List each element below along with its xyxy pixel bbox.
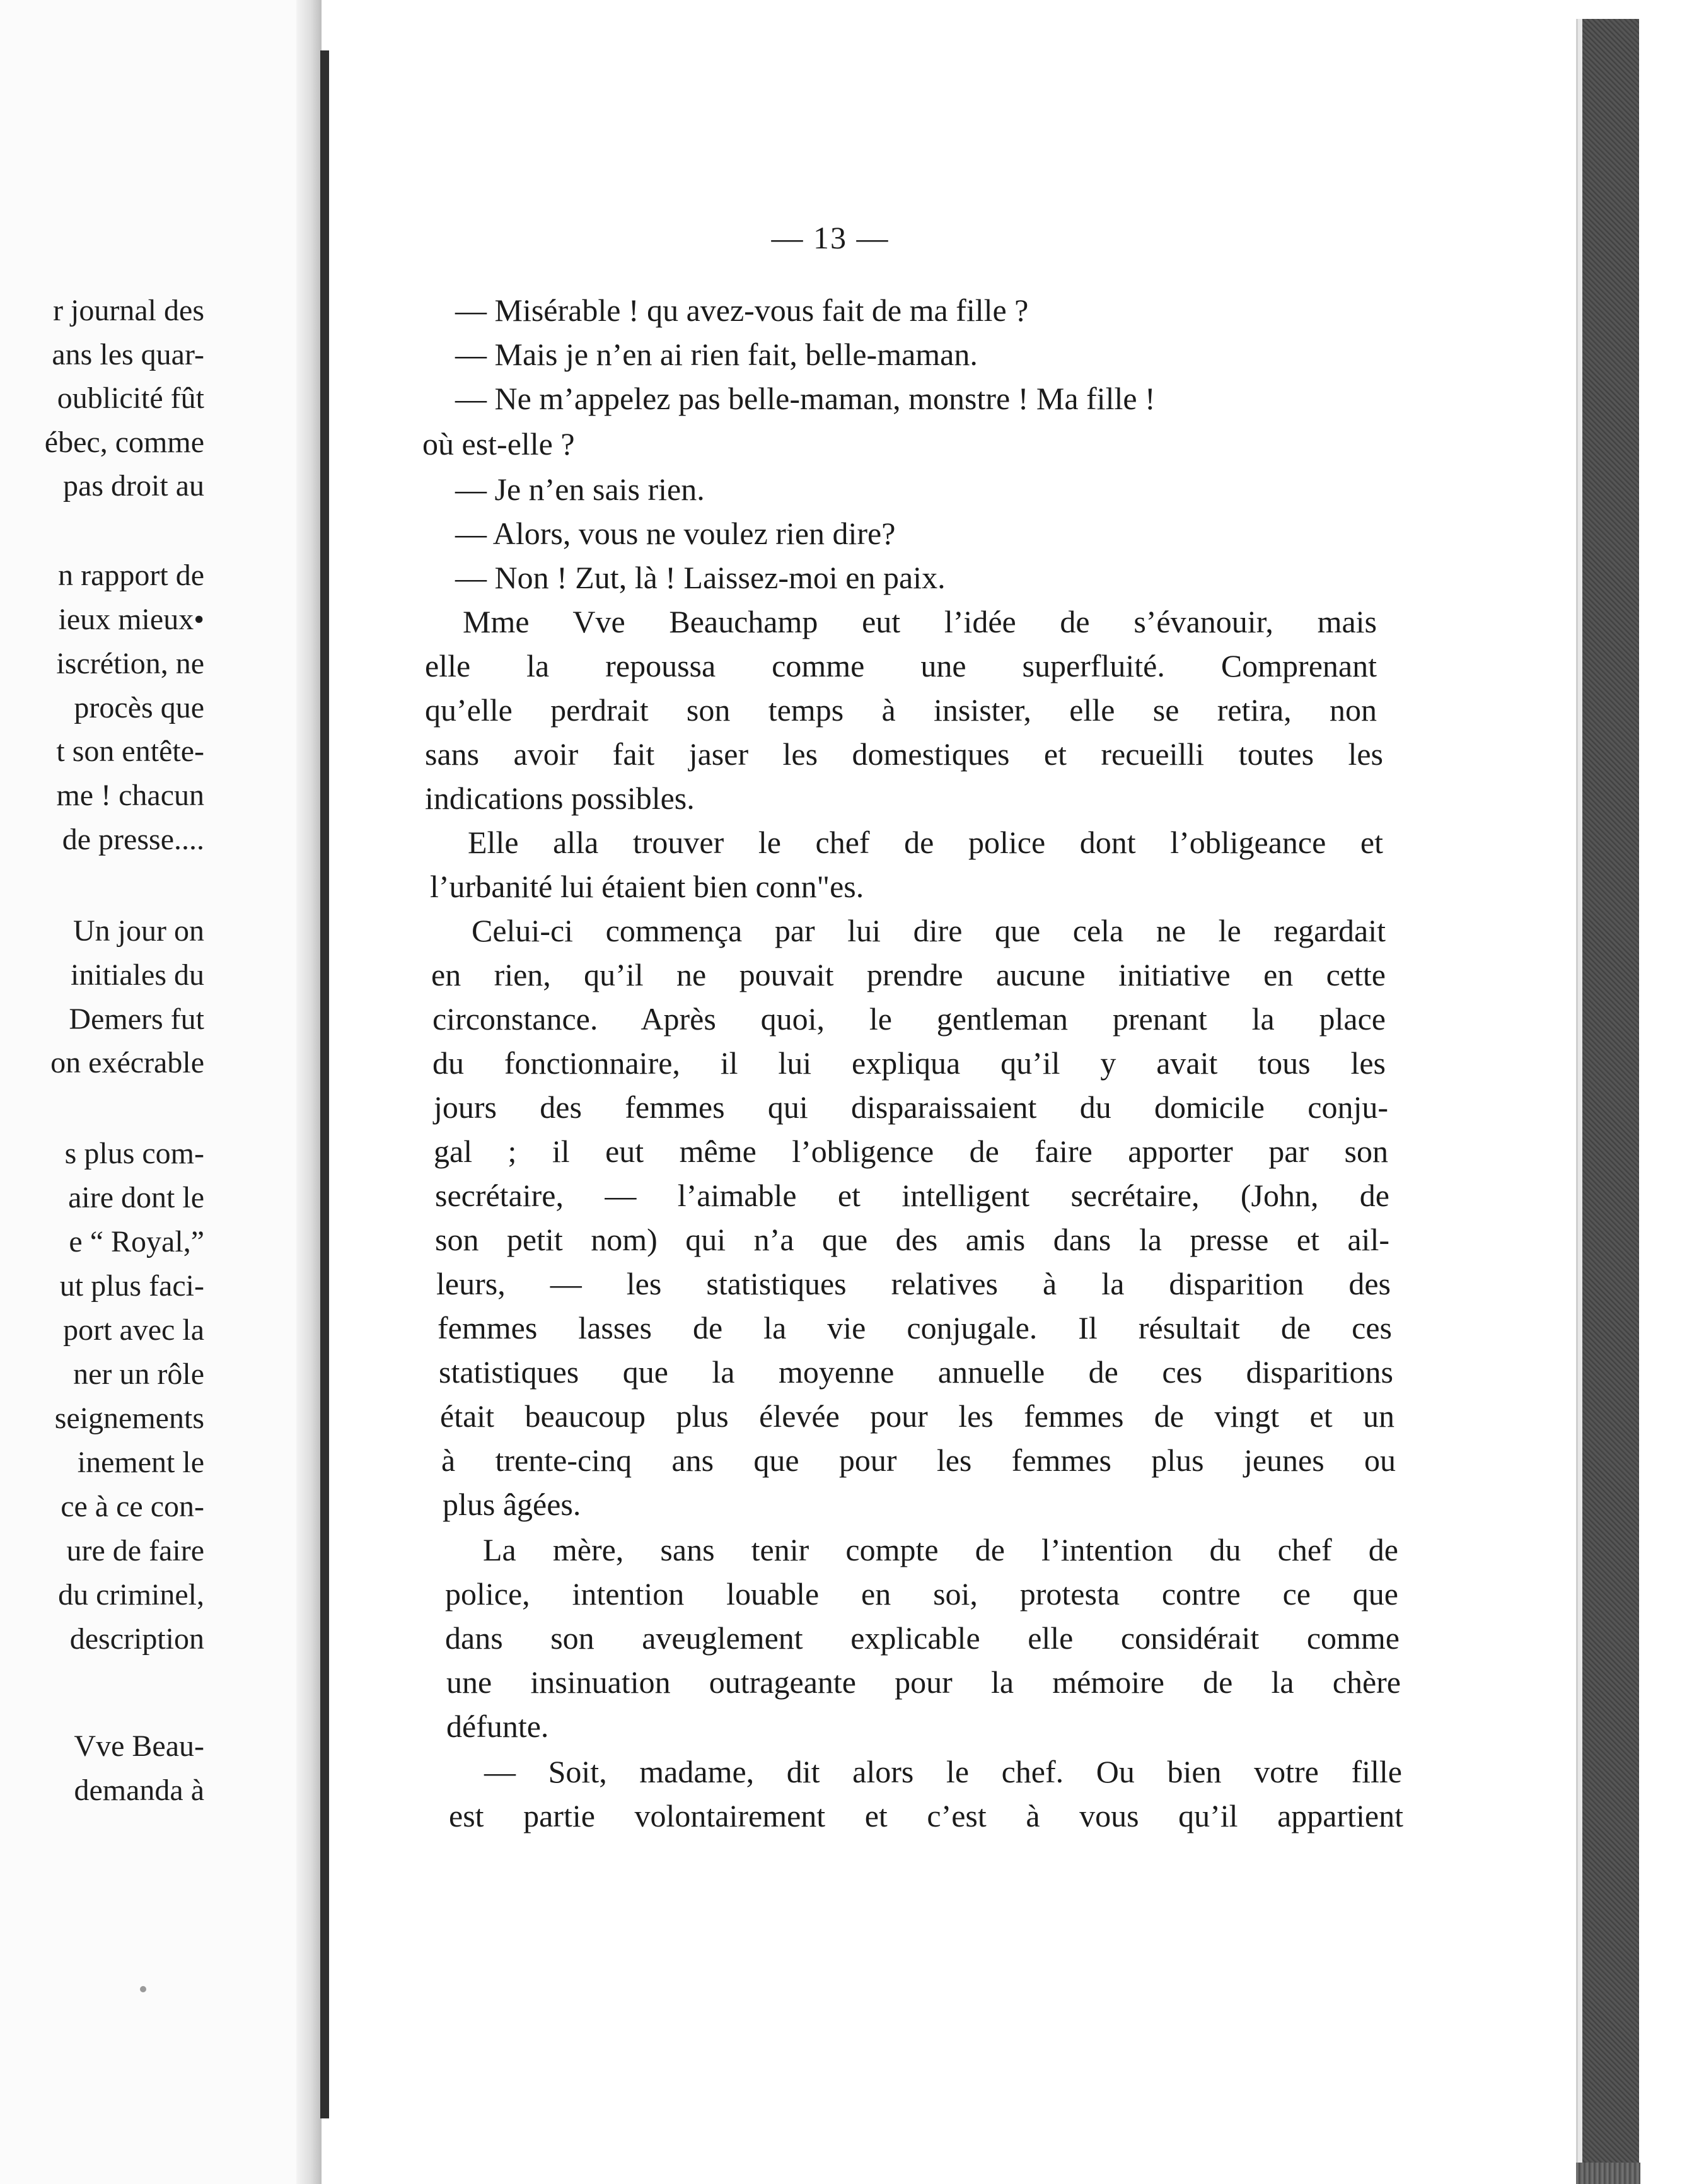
left-line: du criminel,: [58, 1578, 204, 1612]
book-cover-edge: [1582, 19, 1639, 2175]
left-line: ce à ce con-: [61, 1490, 204, 1523]
left-line: Demers fut: [69, 1002, 204, 1036]
page-edge: [320, 50, 329, 2118]
left-line: inement le: [77, 1446, 204, 1479]
left-line: ner un rôle: [73, 1357, 204, 1391]
text-line: sans avoir fait jaser les domestiques et recueilli toutes les: [425, 736, 1383, 772]
left-line: Vve Beau-: [74, 1729, 204, 1763]
left-line: e “ Royal,”: [69, 1225, 204, 1258]
text-line: leurs, — les statistiques relatives à la disparition des: [436, 1266, 1391, 1301]
left-line: n rapport de: [58, 559, 204, 592]
text-line: circonstance. Après quoi, le gentleman prenant la place: [432, 1001, 1386, 1037]
background-margin: [1639, 0, 1687, 2184]
text-line: police, intention louable en soi, protesta contre ce que: [445, 1576, 1398, 1612]
left-line: s plus com-: [64, 1137, 204, 1170]
text-line: gal ; il eut même l’obligence de faire apporter par son: [434, 1134, 1388, 1169]
text-line: femmes lasses de la vie conjugale. Il résultait de ces: [438, 1310, 1392, 1345]
left-line: iscrétion, ne: [56, 647, 204, 680]
text-line: en rien, qu’il ne pouvait prendre aucune initiative en cette: [431, 957, 1386, 992]
left-line: Un jour on: [73, 914, 204, 948]
text-line: — Misérable ! qu avez-vous fait de ma fille ?: [455, 293, 1029, 328]
text-line: son petit nom) qui n’a que des amis dans la presse et ail-: [435, 1222, 1389, 1257]
text-line: l’urbanité lui étaient bien conn"es.: [430, 869, 864, 904]
text-line: Elle alla trouver le chef de police dont l’obligeance et: [468, 825, 1383, 860]
text-line: où est-elle ?: [422, 426, 575, 462]
text-line: secrétaire, — l’aimable et intelligent secrétaire, (John, de: [435, 1178, 1389, 1213]
text-line: — Non ! Zut, là ! Laissez-moi en paix.: [455, 560, 946, 595]
left-page: [0, 0, 303, 2184]
left-line: initiales du: [71, 958, 204, 992]
left-line: t son entête-: [56, 735, 204, 768]
text-line: défunte.: [446, 1709, 549, 1744]
left-line: port avec la: [63, 1313, 204, 1347]
book-gutter: [296, 0, 322, 2184]
ink-speck: [140, 1986, 146, 1992]
left-line: demanda à: [74, 1774, 204, 1807]
text-line: — Alors, vous ne voulez rien dire?: [455, 516, 896, 551]
left-line: pas droit au: [63, 469, 204, 502]
text-line: est partie volontairement et c’est à vous qu’il appartient: [449, 1798, 1403, 1833]
text-line: jours des femmes qui disparaissaient du domicile conju-: [434, 1089, 1388, 1125]
text-line: à trente-cinq ans que pour les femmes plus jeunes ou: [441, 1443, 1396, 1478]
left-line: ieux mieux•: [58, 603, 204, 636]
left-line: aire dont le: [68, 1181, 204, 1214]
left-line: de presse....: [62, 823, 204, 856]
text-line: Celui-ci commença par lui dire que cela ne le regardait: [472, 913, 1386, 948]
text-line: La mère, sans tenir compte de l’intention du chef de: [483, 1532, 1398, 1567]
left-line: seignements: [54, 1402, 204, 1435]
text-line: indications possibles.: [425, 781, 695, 816]
text-line: plus âgées.: [443, 1487, 581, 1522]
left-line: ans les quar-: [52, 338, 204, 371]
left-line: ébec, comme: [44, 426, 204, 459]
left-line: ure de faire: [66, 1534, 204, 1567]
text-line: — Ne m’appelez pas belle-maman, monstre ! Ma fille !: [455, 381, 1156, 416]
left-line: r journal des: [53, 294, 204, 327]
left-line: oublicité fût: [57, 381, 204, 415]
text-line: du fonctionnaire, il lui expliqua qu’il y avait tous les: [432, 1045, 1386, 1081]
left-line: me ! chacun: [56, 779, 204, 812]
text-line: elle la repoussa comme une superfluité. Comprenant: [425, 648, 1377, 683]
right-page: [329, 0, 1576, 2184]
text-line: — Mais je n’en ai rien fait, belle-maman.: [455, 337, 978, 372]
text-line: — Je n’en sais rien.: [455, 472, 705, 507]
left-line: procès que: [74, 691, 204, 724]
text-line: qu’elle perdrait son temps à insister, elle se retira, non: [425, 692, 1377, 728]
text-line: statistiques que la moyenne annuelle de ces disparitions: [439, 1354, 1393, 1390]
text-line: dans son aveuglement explicable elle considérait comme: [445, 1620, 1400, 1656]
text-line: une insinuation outrageante pour la mémoire de la chère: [446, 1664, 1401, 1700]
page-number: — 13 —: [771, 220, 890, 255]
left-line: ut plus faci-: [59, 1269, 204, 1303]
text-line: était beaucoup plus élevée pour les femmes de vingt et un: [440, 1398, 1394, 1434]
text-line: — Soit, madame, dit alors le chef. Ou bien votre fille: [484, 1754, 1402, 1789]
text-line: Mme Vve Beauchamp eut l’idée de s’évanouir, mais: [463, 604, 1377, 639]
left-line: on exécrable: [50, 1046, 204, 1079]
left-line: description: [69, 1622, 204, 1656]
